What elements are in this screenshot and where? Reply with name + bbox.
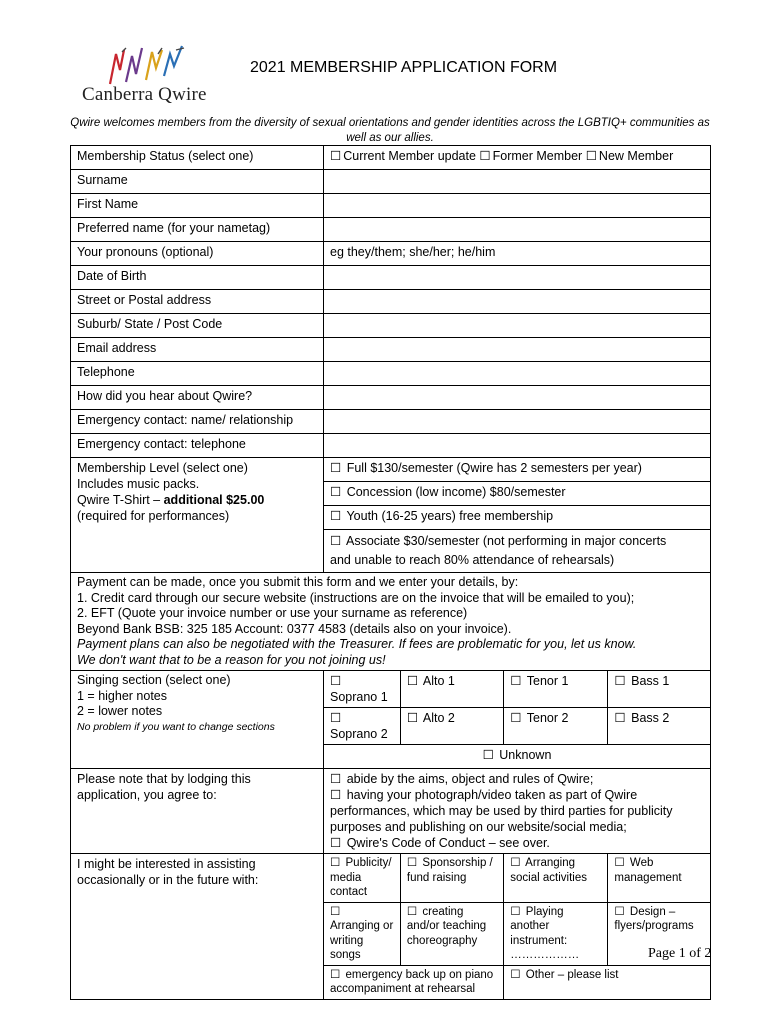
label-arranging-social: Arranging social activities [510,857,587,884]
checkbox-publicity[interactable]: ☐ [330,857,341,869]
checkbox-soprano-1[interactable]: ☐ [330,674,342,688]
label-alto-1: Alto 1 [422,674,455,688]
field-preferred-name[interactable] [324,218,711,242]
option-bass-2[interactable] [608,708,711,745]
assist-piano[interactable] [324,965,504,999]
assist-choreography[interactable] [400,902,503,965]
logo-figures-icon [102,44,194,88]
payment-line-5: Payment plans can also be negotiated with the Treasurer. If fees are problematic for you, let us know. [77,637,637,651]
agree-item-2[interactable] [330,787,704,835]
label-agree-1: abide by the aims, object and rules of Qwire; [346,772,594,786]
field-street-address[interactable] [324,290,711,314]
assist-web[interactable] [608,854,711,903]
field-surname[interactable] [324,170,711,194]
tshirt-price: additional $25.00 [163,493,265,507]
assist-other[interactable] [504,965,711,999]
checkbox-youth[interactable]: ☐ [330,509,342,523]
membership-level-note: Includes music packs. [77,477,200,491]
checkbox-alto-2[interactable]: ☐ [406,711,419,725]
payment-line-2: 1. Credit card through our secure website (instructions are on the invoice that will be emailed to you); [77,590,635,605]
label-soprano-2: Soprano 2 [330,727,388,741]
label-hear-about: How did you hear about Qwire? [71,386,324,410]
singing-title: Singing section (select one) [77,673,231,687]
agree-items [324,769,711,854]
membership-level-label [71,458,324,573]
checkbox-unknown[interactable]: ☐ [482,748,494,762]
field-emergency-name[interactable] [324,410,711,434]
checkbox-associate[interactable]: ☐ [330,534,342,548]
singing-section-label [71,671,324,769]
agree-item-3[interactable] [330,835,704,851]
membership-status-options [324,146,711,170]
option-tenor-2[interactable] [504,708,608,745]
option-current-member: Current Member update [343,149,476,163]
assist-sponsorship[interactable] [400,854,503,903]
label-tenor-2: Tenor 2 [526,711,569,725]
checkbox-choreography[interactable]: ☐ [406,905,418,918]
payment-line-6: We don't want that to be a reason for you not joining us! [77,652,386,667]
label-street-address: Street or Postal address [71,290,324,314]
checkbox-instrument[interactable]: ☐ [510,905,521,918]
checkbox-bass-1[interactable]: ☐ [614,674,626,688]
label-sponsorship: Sponsorship / fund raising [406,857,493,884]
payment-line-1: Payment can be made, once you submit this form and we enter your details, by: [77,575,519,589]
option-new-member: New Member [598,149,674,163]
field-hear-about[interactable] [324,386,711,410]
checkbox-tenor-1[interactable]: ☐ [510,674,522,688]
field-first-name[interactable] [324,194,711,218]
label-suburb: Suburb/ State / Post Code [71,314,324,338]
field-telephone[interactable] [324,362,711,386]
checkbox-other[interactable]: ☐ [510,968,521,981]
intro-text: Qwire welcomes members from the diversity of sexual orientations and gender identities across the LGBTIQ+ communities as well as our allies. [70,117,710,144]
checkbox-bass-2[interactable]: ☐ [614,711,626,725]
checkbox-piano[interactable]: ☐ [330,968,341,981]
singing-lower: 2 = lower notes [77,704,163,718]
checkbox-alto-1[interactable]: ☐ [406,674,419,688]
checkbox-web[interactable]: ☐ [614,857,625,869]
checkbox-design[interactable]: ☐ [614,905,625,918]
row-membership-status [71,146,711,170]
field-email[interactable] [324,338,711,362]
tshirt-note [77,492,317,508]
form-title: 2021 MEMBERSHIP APPLICATION FORM [250,59,558,76]
option-soprano-2[interactable] [324,708,401,745]
field-suburb[interactable] [324,314,711,338]
singing-note: No problem if you want to change sections [77,720,275,733]
label-preferred-name: Preferred name (for your nametag) [71,218,324,242]
label-associate-2: and unable to reach 80% attendance of rehearsals) [330,553,615,567]
singing-higher: 1 = higher notes [77,688,167,703]
option-bass-1[interactable] [608,671,711,708]
label-alto-2: Alto 2 [422,711,455,725]
option-full[interactable] [324,458,711,482]
option-associate[interactable] [324,530,711,573]
assist-publicity[interactable] [324,854,401,903]
option-unknown[interactable] [324,745,711,769]
checkbox-arranging-songs[interactable]: ☐ [330,905,341,918]
label-first-name: First Name [71,194,324,218]
logo-brand-text: Canberra Qwire [82,84,207,105]
checkbox-soprano-2[interactable]: ☐ [330,711,342,725]
label-youth: Youth (16-25 years) free membership [346,509,554,523]
payment-line-4: Beyond Bank BSB: 325 185 Account: 0377 4583 (details also on your invoice). [77,621,512,636]
label-design: Design – flyers/programs [614,905,694,932]
label-choreography: creating and/or teaching choreography [406,905,487,947]
field-emergency-phone[interactable] [324,434,711,458]
label-email: Email address [71,338,324,362]
tshirt-required: (required for performances) [77,509,230,523]
assist-arranging-social[interactable] [504,854,608,903]
label-soprano-1: Soprano 1 [330,690,388,704]
label-associate-1: Associate $30/semester (not performing in major concerts [346,534,667,548]
label-unknown: Unknown [499,748,552,762]
checkbox-agree-3[interactable]: ☐ [330,836,342,850]
label-pronouns: Your pronouns (optional) [71,242,324,266]
option-alto-1[interactable] [400,671,503,708]
payment-line-3: 2. EFT (Quote your invoice number or use your surname as reference) [77,606,468,620]
assist-arranging-songs[interactable] [324,902,401,965]
option-youth[interactable] [324,506,711,530]
label-publicity: Publicity/ media contact [330,857,392,898]
pronouns-hint: eg they/them; she/her; he/him [330,245,496,259]
tshirt-label: Qwire T-Shirt – [77,493,164,507]
label-date-of-birth: Date of Birth [71,266,324,290]
label-surname: Surname [71,170,324,194]
label-agree-3: Qwire's Code of Conduct – see over. [346,836,550,850]
option-concession[interactable] [324,482,711,506]
checkbox-concession[interactable]: ☐ [330,485,342,499]
label-arranging-songs: Arranging or writing songs [330,920,394,961]
label-instrument: Playing another instrument: ……………… [510,905,580,961]
checkbox-arranging-social[interactable]: ☐ [510,857,521,869]
option-alto-2[interactable] [400,708,503,745]
agree-item-1[interactable] [330,771,704,787]
label-emergency-phone: Emergency contact: telephone [71,434,324,458]
membership-level-title: Membership Level (select one) [77,461,248,475]
membership-form-table [70,145,711,1000]
option-tenor-1[interactable] [504,671,608,708]
label-membership-status: Membership Status (select one) [71,146,324,170]
option-former-member: Former Member [492,149,583,163]
checkbox-full[interactable]: ☐ [330,461,342,475]
assist-label: I might be interested in assisting occasionally or in the future with: [71,854,324,1000]
page-number: Page 1 of 2 [648,946,712,961]
checkbox-tenor-2[interactable]: ☐ [510,711,522,725]
label-telephone: Telephone [71,362,324,386]
assist-instrument[interactable] [504,902,608,965]
label-emergency-name: Emergency contact: name/ relationship [71,410,324,434]
label-web: Web management [614,857,682,884]
checkbox-sponsorship[interactable]: ☐ [406,857,418,869]
checkbox-current-member[interactable]: ☐ [330,149,342,163]
label-concession: Concession (low income) $80/semester [346,485,566,499]
checkbox-agree-2[interactable]: ☐ [330,788,342,802]
canberra-qwire-logo [82,44,212,106]
checkbox-agree-1[interactable]: ☐ [330,772,342,786]
label-agree-2: having your photograph/video taken as part of Qwire performances, which may be used by third parties for publicity purposes and publishing on our website/social media; [330,788,673,834]
agree-label: Please note that by lodging this application, you agree to: [71,769,324,854]
checkbox-former-member[interactable]: ☐ [479,149,491,163]
label-bass-1: Bass 1 [631,674,670,688]
label-piano: emergency back up on piano accompaniment at rehearsal [330,968,494,995]
option-soprano-1[interactable] [324,671,401,708]
label-full: Full $130/semester (Qwire has 2 semesters per year) [346,461,642,475]
label-other: Other – please list [525,968,619,981]
label-tenor-1: Tenor 1 [526,674,569,688]
label-bass-2: Bass 2 [631,711,670,725]
field-date-of-birth[interactable] [324,266,711,290]
checkbox-new-member[interactable]: ☐ [585,149,597,163]
payment-info [71,573,711,671]
field-pronouns[interactable] [324,242,711,266]
